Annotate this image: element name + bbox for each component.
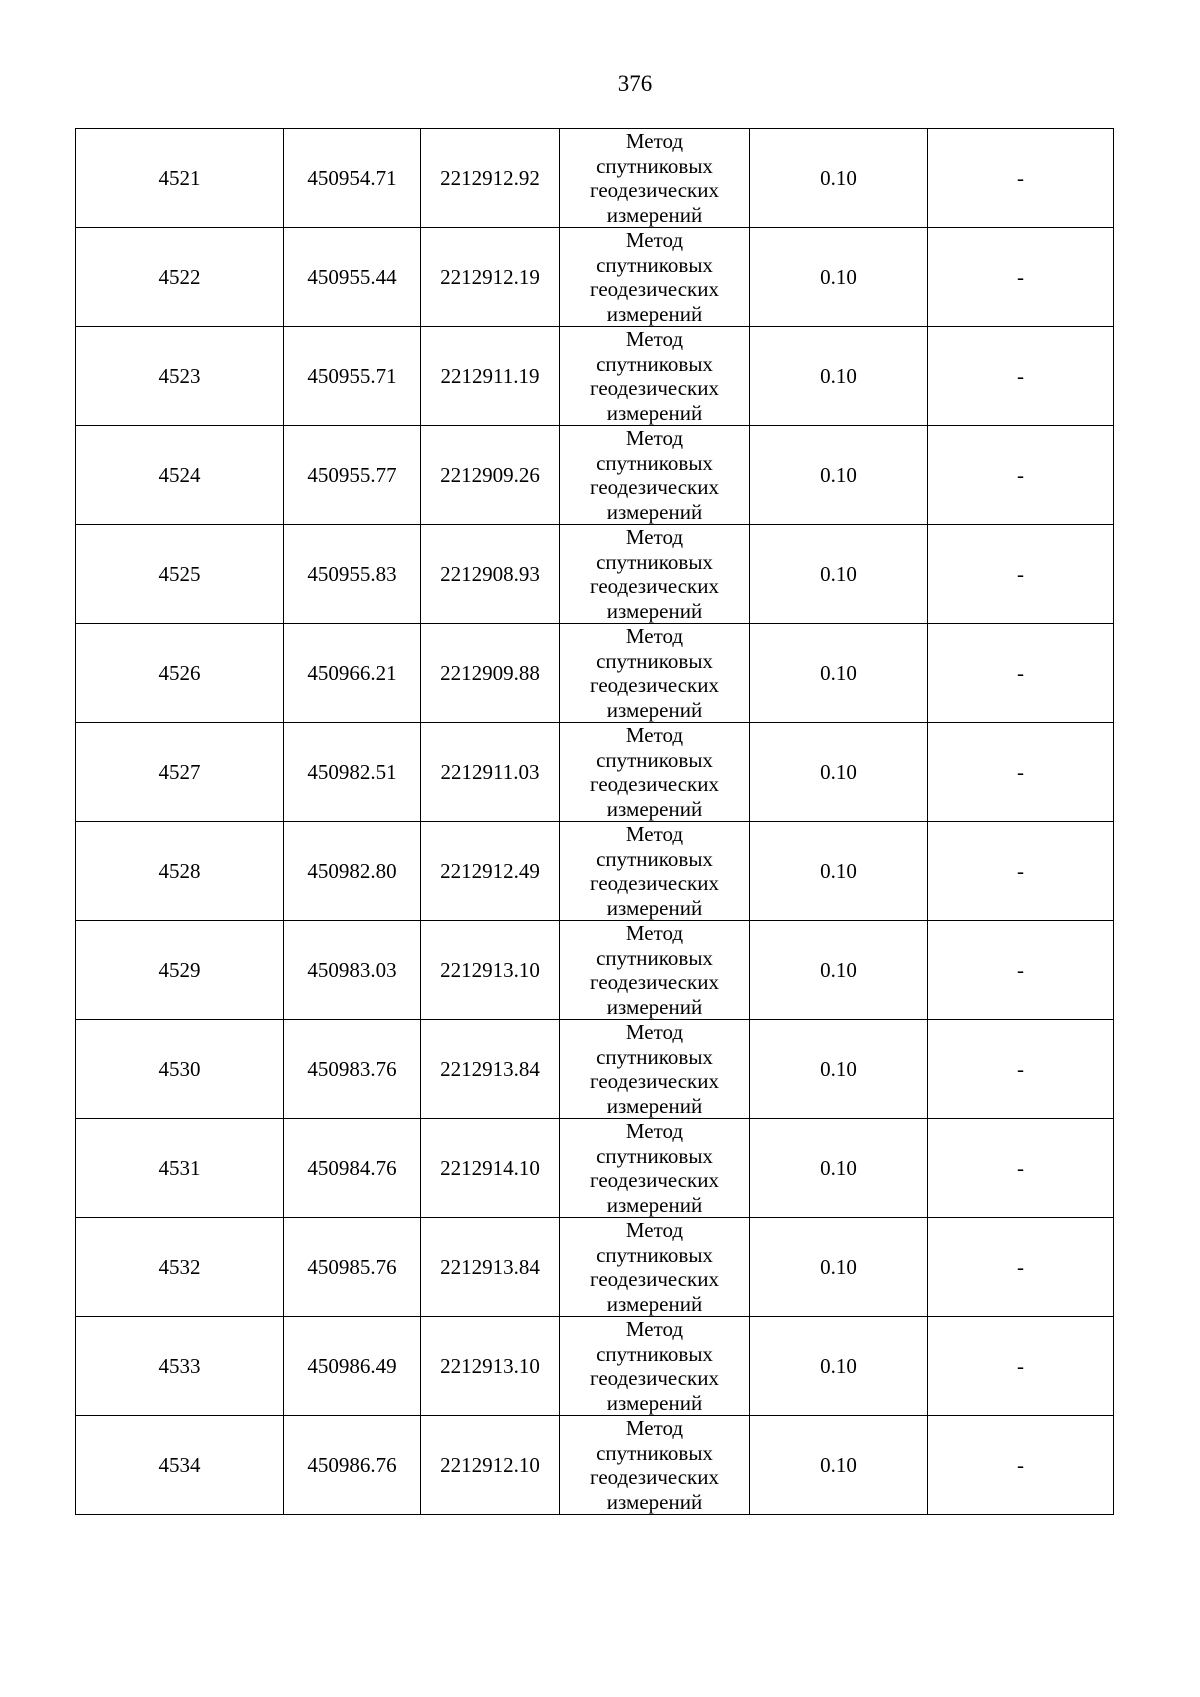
method-cell: [560, 525, 750, 624]
method-line: спутниковых: [596, 1044, 713, 1069]
point-number-cell: 4528: [76, 822, 284, 921]
method-line: измерений: [606, 301, 703, 326]
method-line: спутниковых: [596, 747, 713, 772]
note-cell: -: [928, 1020, 1114, 1119]
method-line: Метод: [625, 1317, 684, 1341]
accuracy-cell: 0.10: [750, 327, 928, 426]
x-coordinate-cell: 450986.76: [284, 1416, 421, 1515]
note-cell: -: [928, 624, 1114, 723]
method-line: геодезических: [589, 1267, 719, 1291]
method-cell: [560, 1317, 750, 1416]
note-cell: -: [928, 1119, 1114, 1218]
method-line: измерений: [606, 1192, 703, 1217]
point-number-cell: 4526: [76, 624, 284, 723]
method-cell: [560, 129, 750, 228]
method-line: измерений: [606, 202, 703, 227]
note-cell: -: [928, 1218, 1114, 1317]
table-row: [76, 1218, 1114, 1317]
method-cell: [560, 921, 750, 1020]
table-row: [76, 228, 1114, 327]
y-coordinate-cell: 2212908.93: [421, 525, 560, 624]
method-line: измерений: [606, 1489, 703, 1514]
x-coordinate-cell: 450982.80: [284, 822, 421, 921]
x-coordinate-cell: 450955.83: [284, 525, 421, 624]
y-coordinate-cell: 2212912.49: [421, 822, 560, 921]
x-coordinate-cell: 450986.49: [284, 1317, 421, 1416]
method-line: Метод: [625, 1416, 684, 1440]
accuracy-cell: 0.10: [750, 1218, 928, 1317]
x-coordinate-cell: 450954.71: [284, 129, 421, 228]
method-line: Метод: [625, 1119, 684, 1143]
method-line: геодезических: [589, 772, 719, 796]
y-coordinate-cell: 2212913.10: [421, 1317, 560, 1416]
method-line: спутниковых: [596, 549, 713, 574]
method-line: Метод: [625, 1218, 684, 1242]
note-cell: -: [928, 228, 1114, 327]
method-cell: [560, 1020, 750, 1119]
table-row: [76, 921, 1114, 1020]
point-number-cell: 4527: [76, 723, 284, 822]
method-cell: [560, 228, 750, 327]
method-line: измерений: [606, 895, 703, 920]
y-coordinate-cell: 2212912.10: [421, 1416, 560, 1515]
note-cell: -: [928, 327, 1114, 426]
method-line: спутниковых: [596, 945, 713, 970]
method-line: измерений: [606, 1291, 703, 1316]
table-row: [76, 1119, 1114, 1218]
x-coordinate-cell: 450983.76: [284, 1020, 421, 1119]
y-coordinate-cell: 2212913.84: [421, 1218, 560, 1317]
method-line: измерений: [606, 796, 703, 821]
point-number-cell: 4531: [76, 1119, 284, 1218]
method-line: геодезических: [589, 1069, 719, 1093]
page-number: 376: [617, 71, 653, 96]
method-line: спутниковых: [596, 846, 713, 871]
point-number-cell: 4533: [76, 1317, 284, 1416]
method-line: Метод: [625, 822, 684, 846]
accuracy-cell: 0.10: [750, 525, 928, 624]
x-coordinate-cell: 450983.03: [284, 921, 421, 1020]
table-row: [76, 723, 1114, 822]
method-cell: [560, 723, 750, 822]
table-row: [76, 426, 1114, 525]
point-number-cell: 4524: [76, 426, 284, 525]
method-line: Метод: [625, 624, 684, 648]
point-number-cell: 4529: [76, 921, 284, 1020]
accuracy-cell: 0.10: [750, 1119, 928, 1218]
y-coordinate-cell: 2212911.03: [421, 723, 560, 822]
method-line: Метод: [625, 129, 684, 153]
accuracy-cell: 0.10: [750, 1020, 928, 1119]
method-line: геодезических: [589, 673, 719, 697]
method-line: спутниковых: [596, 1143, 713, 1168]
y-coordinate-cell: 2212909.26: [421, 426, 560, 525]
note-cell: -: [928, 129, 1114, 228]
method-line: спутниковых: [596, 153, 713, 178]
x-coordinate-cell: 450982.51: [284, 723, 421, 822]
method-line: Метод: [625, 228, 684, 252]
method-line: геодезических: [589, 871, 719, 895]
method-cell: [560, 624, 750, 723]
coordinates-table: [75, 128, 1114, 1515]
x-coordinate-cell: 450955.44: [284, 228, 421, 327]
table-row: [76, 1317, 1114, 1416]
method-line: спутниковых: [596, 1242, 713, 1267]
method-line: геодезических: [589, 1168, 719, 1192]
method-cell: [560, 327, 750, 426]
method-line: геодезических: [589, 277, 719, 301]
method-cell: [560, 1119, 750, 1218]
method-line: спутниковых: [596, 450, 713, 475]
table-row: [76, 327, 1114, 426]
method-cell: [560, 426, 750, 525]
method-line: геодезических: [589, 376, 719, 400]
method-line: Метод: [625, 723, 684, 747]
method-line: геодезических: [589, 574, 719, 598]
point-number-cell: 4532: [76, 1218, 284, 1317]
accuracy-cell: 0.10: [750, 228, 928, 327]
y-coordinate-cell: 2212913.10: [421, 921, 560, 1020]
point-number-cell: 4523: [76, 327, 284, 426]
method-line: спутниковых: [596, 351, 713, 376]
method-line: спутниковых: [596, 648, 713, 673]
x-coordinate-cell: 450984.76: [284, 1119, 421, 1218]
note-cell: -: [928, 822, 1114, 921]
table-body: [76, 129, 1114, 1515]
note-cell: -: [928, 723, 1114, 822]
y-coordinate-cell: 2212909.88: [421, 624, 560, 723]
method-cell: [560, 822, 750, 921]
method-line: Метод: [625, 426, 684, 450]
method-line: Метод: [625, 1020, 684, 1044]
point-number-cell: 4534: [76, 1416, 284, 1515]
y-coordinate-cell: 2212911.19: [421, 327, 560, 426]
method-line: геодезических: [589, 1465, 719, 1489]
method-line: измерений: [606, 994, 703, 1019]
method-line: геодезических: [589, 970, 719, 994]
accuracy-cell: 0.10: [750, 822, 928, 921]
method-line: геодезических: [589, 178, 719, 202]
table-row: [76, 129, 1114, 228]
x-coordinate-cell: 450955.77: [284, 426, 421, 525]
y-coordinate-cell: 2212913.84: [421, 1020, 560, 1119]
method-line: измерений: [606, 499, 703, 524]
method-line: Метод: [625, 327, 684, 351]
method-line: измерений: [606, 1390, 703, 1415]
point-number-cell: 4521: [76, 129, 284, 228]
accuracy-cell: 0.10: [750, 921, 928, 1020]
note-cell: -: [928, 1317, 1114, 1416]
method-line: измерений: [606, 598, 703, 623]
y-coordinate-cell: 2212914.10: [421, 1119, 560, 1218]
method-cell: [560, 1416, 750, 1515]
accuracy-cell: 0.10: [750, 426, 928, 525]
note-cell: -: [928, 525, 1114, 624]
method-line: Метод: [625, 921, 684, 945]
table-row: [76, 822, 1114, 921]
method-line: спутниковых: [596, 1341, 713, 1366]
x-coordinate-cell: 450955.71: [284, 327, 421, 426]
point-number-cell: 4522: [76, 228, 284, 327]
accuracy-cell: 0.10: [750, 129, 928, 228]
method-line: Метод: [625, 525, 684, 549]
accuracy-cell: 0.10: [750, 1416, 928, 1515]
note-cell: -: [928, 426, 1114, 525]
y-coordinate-cell: 2212912.92: [421, 129, 560, 228]
method-line: измерений: [606, 400, 703, 425]
accuracy-cell: 0.10: [750, 723, 928, 822]
point-number-cell: 4530: [76, 1020, 284, 1119]
note-cell: -: [928, 1416, 1114, 1515]
table-row: [76, 624, 1114, 723]
x-coordinate-cell: 450985.76: [284, 1218, 421, 1317]
method-line: геодезических: [589, 1366, 719, 1390]
y-coordinate-cell: 2212912.19: [421, 228, 560, 327]
method-line: спутниковых: [596, 252, 713, 277]
table-row: [76, 525, 1114, 624]
accuracy-cell: 0.10: [750, 624, 928, 723]
method-line: измерений: [606, 1093, 703, 1118]
accuracy-cell: 0.10: [750, 1317, 928, 1416]
table-row: [76, 1020, 1114, 1119]
method-line: измерений: [606, 697, 703, 722]
x-coordinate-cell: 450966.21: [284, 624, 421, 723]
method-line: геодезических: [589, 475, 719, 499]
method-cell: [560, 1218, 750, 1317]
note-cell: -: [928, 921, 1114, 1020]
method-line: спутниковых: [596, 1440, 713, 1465]
point-number-cell: 4525: [76, 525, 284, 624]
table-row: [76, 1416, 1114, 1515]
